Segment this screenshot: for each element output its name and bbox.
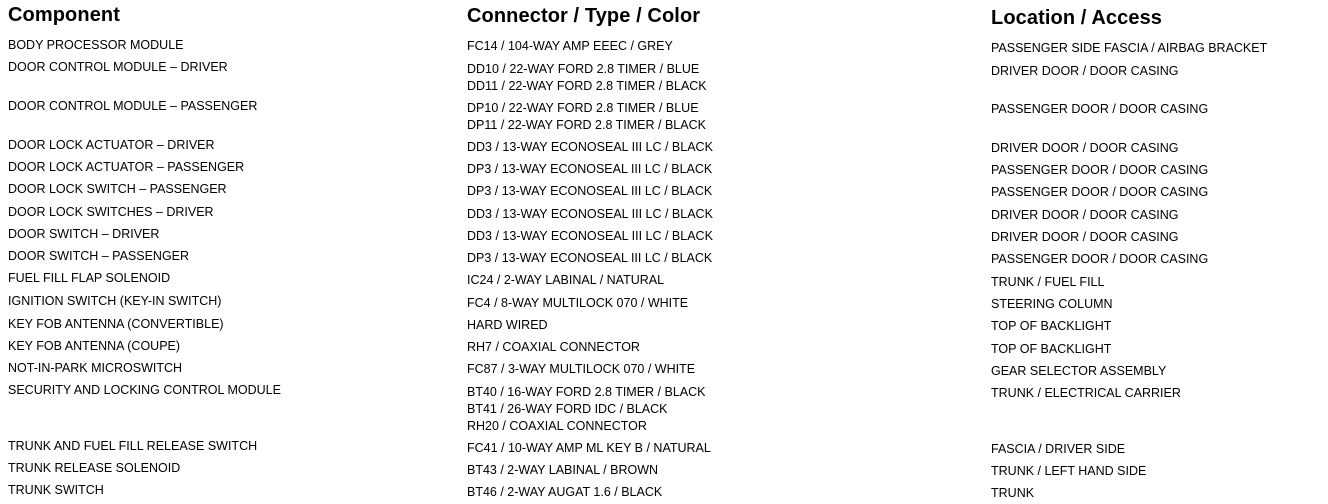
connector-cell: BT40 / 16-WAY FORD 2.8 TIMER / BLACK [467,385,706,399]
component-cell: DOOR LOCK ACTUATOR – PASSENGER [8,160,245,174]
connector-cell: RH7 / COAXIAL CONNECTOR [467,340,640,354]
connector-cell: BT43 / 2-WAY LABINAL / BROWN [467,463,659,477]
location-cell: DRIVER DOOR / DOOR CASING [991,208,1179,222]
component-cell: DOOR SWITCH – PASSENGER [8,249,190,263]
component-cell: TRUNK AND FUEL FILL RELEASE SWITCH [8,439,258,453]
connector-cell: FC87 / 3-WAY MULTILOCK 070 / WHITE [467,362,696,376]
location-cell: TOP OF BACKLIGHT [991,342,1112,356]
connector-cell: DP10 / 22-WAY FORD 2.8 TIMER / BLUE [467,101,699,115]
connector-cell: IC24 / 2-WAY LABINAL / NATURAL [467,273,665,287]
connector-cell: DD3 / 13-WAY ECONOSEAL III LC / BLACK [467,140,713,154]
connector-cell: FC4 / 8-WAY MULTILOCK 070 / WHITE [467,296,689,310]
location-cell: DRIVER DOOR / DOOR CASING [991,230,1179,244]
location-cell: PASSENGER DOOR / DOOR CASING [991,185,1209,199]
location-cell: STEERING COLUMN [991,297,1113,311]
connector-cell: BT46 / 2-WAY AUGAT 1.6 / BLACK [467,485,663,499]
location-cell: PASSENGER DOOR / DOOR CASING [991,252,1209,266]
location-cell: PASSENGER SIDE FASCIA / AIRBAG BRACKET [991,41,1268,55]
header-location: Location / Access [991,7,1163,29]
component-cell: DOOR LOCK SWITCH – PASSENGER [8,182,227,196]
connector-cell: FC41 / 10-WAY AMP ML KEY B / NATURAL [467,441,711,455]
component-cell: KEY FOB ANTENNA (COUPE) [8,339,181,353]
location-cell: TRUNK [991,486,1035,500]
component-cell: BODY PROCESSOR MODULE [8,38,184,52]
location-cell: TOP OF BACKLIGHT [991,319,1112,333]
component-cell: DOOR SWITCH – DRIVER [8,227,160,241]
connector-cell: DP3 / 13-WAY ECONOSEAL III LC / BLACK [467,251,713,265]
header-component: Component [8,4,120,26]
component-cell: KEY FOB ANTENNA (CONVERTIBLE) [8,317,224,331]
connector-cell: DD11 / 22-WAY FORD 2.8 TIMER / BLACK [467,79,707,93]
component-cell: IGNITION SWITCH (KEY-IN SWITCH) [8,294,222,308]
connector-cell: HARD WIRED [467,318,548,332]
connector-cell: BT41 / 26-WAY FORD IDC / BLACK [467,402,668,416]
connector-cell: DP3 / 13-WAY ECONOSEAL III LC / BLACK [467,184,713,198]
header-connector: Connector / Type / Color [467,5,701,27]
connector-cell: DP11 / 22-WAY FORD 2.8 TIMER / BLACK [467,118,706,132]
component-cell: DOOR LOCK SWITCHES – DRIVER [8,205,214,219]
component-cell: DOOR CONTROL MODULE – DRIVER [8,60,228,74]
location-cell: DRIVER DOOR / DOOR CASING [991,64,1179,78]
location-cell: TRUNK / FUEL FILL [991,275,1105,289]
location-cell: FASCIA / DRIVER SIDE [991,442,1126,456]
location-cell: PASSENGER DOOR / DOOR CASING [991,163,1209,177]
location-cell: DRIVER DOOR / DOOR CASING [991,141,1179,155]
connector-cell: DD3 / 13-WAY ECONOSEAL III LC / BLACK [467,207,713,221]
connector-cell: DD10 / 22-WAY FORD 2.8 TIMER / BLUE [467,62,700,76]
component-cell: DOOR LOCK ACTUATOR – DRIVER [8,138,215,152]
location-cell: TRUNK / LEFT HAND SIDE [991,464,1147,478]
component-cell: NOT-IN-PARK MICROSWITCH [8,361,183,375]
connector-cell: DD3 / 13-WAY ECONOSEAL III LC / BLACK [467,229,713,243]
component-cell: TRUNK SWITCH [8,483,104,497]
component-cell: SECURITY AND LOCKING CONTROL MODULE [8,383,281,397]
connector-cell: DP3 / 13-WAY ECONOSEAL III LC / BLACK [467,162,713,176]
connector-cell: FC14 / 104-WAY AMP EEEC / GREY [467,39,673,53]
component-cell: TRUNK RELEASE SOLENOID [8,461,181,475]
location-cell: PASSENGER DOOR / DOOR CASING [991,102,1209,116]
location-cell: GEAR SELECTOR ASSEMBLY [991,364,1167,378]
component-cell: DOOR CONTROL MODULE – PASSENGER [8,99,258,113]
location-cell: TRUNK / ELECTRICAL CARRIER [991,386,1181,400]
connector-cell: RH20 / COAXIAL CONNECTOR [467,419,647,433]
component-cell: FUEL FILL FLAP SOLENOID [8,271,171,285]
